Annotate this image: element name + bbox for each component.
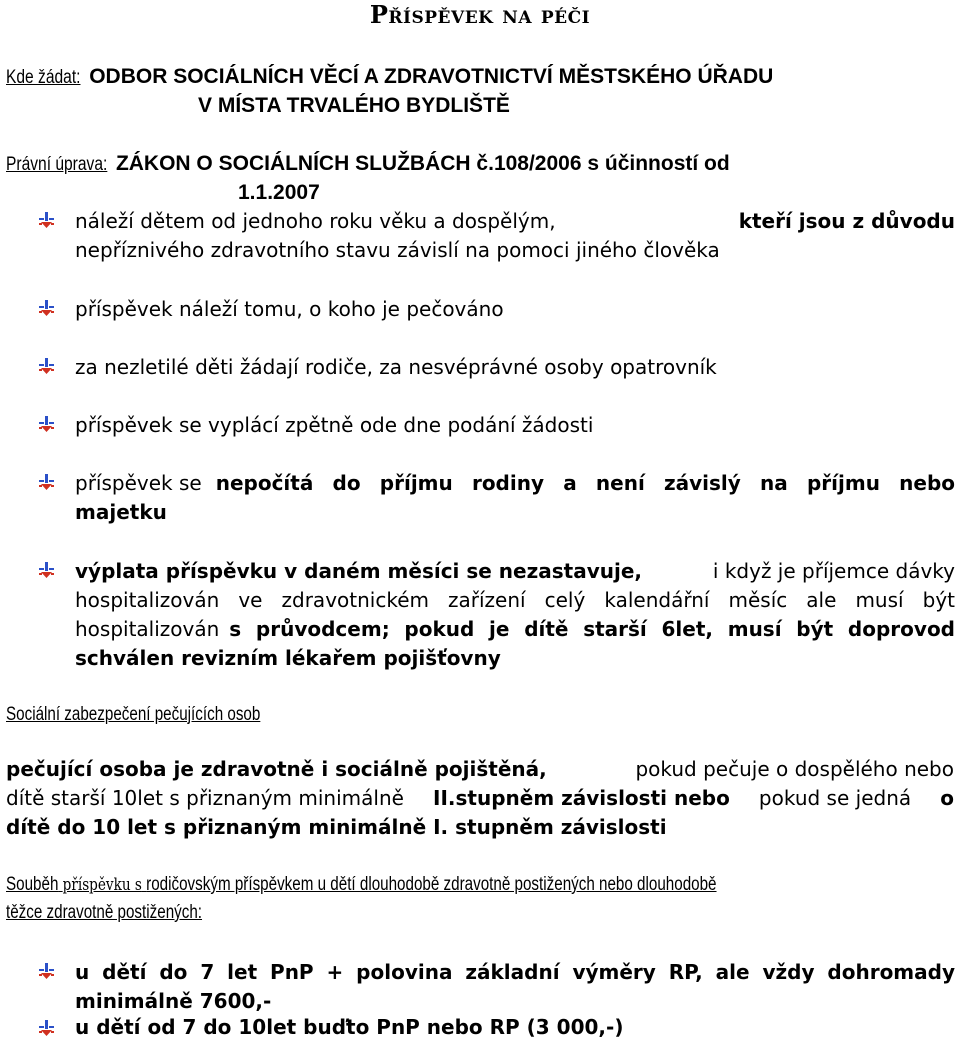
pravni-label: Právní úprava:	[6, 154, 108, 175]
kde-row	[6, 62, 773, 92]
bullet-arrow-icon	[38, 474, 56, 492]
kde-line1: ODBOR SOCIÁLNÍCH VĚCÍ A ZDRAVOTNICTVÍ MĚSTSKÉHO ÚŘADU	[89, 65, 774, 88]
bullet-5-text-b: nepočítá do příjmu rodiny a není závislý na příjmu nebo	[215, 471, 955, 495]
pravni-line1: ZÁKON O SOCIÁLNÍCH SLUŽBÁCH č.108/2006 s účinností od	[115, 152, 730, 175]
bullet-6-text-a: výplata příspěvku v daném měsíci se nezastavuje,	[75, 559, 643, 583]
soubeh-heading-line1: Souběh příspěvku s rodičovským příspěvkem u dětí dlouhodobě zdravotně postižených nebo dlouhodobě	[6, 874, 717, 895]
bullet-2: příspěvek náleží tomu, o koho je pečováno	[75, 297, 504, 321]
bullet-6-text-b: i když je příjemce dávky	[712, 559, 955, 583]
bullet-arrow-icon	[38, 963, 56, 981]
pravni-line2: 1.1.2007	[238, 181, 320, 204]
bullet-arrow-icon	[38, 212, 56, 230]
bullet-arrow-icon	[38, 358, 56, 376]
bullet-arrow-icon	[38, 300, 56, 318]
bullet-1-line2: nepříznivého zdravotního stavu závislí na pomoci jiného člověka	[75, 238, 720, 262]
soubeh-heading-line2: těžce zdravotně postižených:	[6, 902, 203, 923]
soubeh-bullet-2: u dětí od 7 do 10let buďto PnP nebo RP (3 000,-)	[75, 1015, 624, 1039]
bullet-3: za nezletilé děti žádají rodiče, za nesvéprávné osoby opatrovník	[75, 355, 717, 379]
bullet-5-line2: majetku	[75, 500, 167, 524]
social-heading: Sociální zabezpečení pečujících osob	[6, 704, 261, 725]
bullet-5-text-a: příspěvek se	[75, 471, 202, 495]
soubeh-bullet-1-line1: u dětí do 7 let PnP + polovina základní výměry RP, ale vždy dohromady	[75, 960, 955, 984]
bullet-arrow-icon	[38, 1020, 56, 1038]
bullet-6-line2: hospitalizován ve zdravotnickém zařízení celý kalendářní měsíc ale musí být	[75, 588, 955, 612]
bullet-1-text-b: kteří jsou z důvodu	[738, 209, 955, 233]
bullet-1-text-a: náleží dětem od jednoho roku věku a dospělým,	[75, 209, 556, 233]
social-line1: pečující osoba je zdravotně i sociálně pojištěná, pokud pečuje o dospělého nebo	[6, 757, 954, 781]
bullet-4: příspěvek se vyplácí zpětně ode dne podání žádosti	[75, 413, 594, 437]
kde-line2: V MÍSTA TRVALÉHO BYDLIŠTĚ	[198, 94, 510, 117]
bullet-6-line1	[75, 557, 955, 586]
kde-label: Kde žádat:	[6, 67, 81, 88]
bullet-arrow-icon	[38, 562, 56, 580]
social-line2: dítě starší 10let s přiznaným minimálně II.stupněm závislosti nebo pokud se jedná o	[6, 786, 954, 810]
bullet-6-line4: schválen revizním lékařem pojišťovny	[75, 646, 501, 670]
bullet-6-text-c: hospitalizován	[75, 617, 220, 641]
bullet-arrow-icon	[38, 416, 56, 434]
soubeh-bullet-1-line2: minimálně 7600,-	[75, 989, 272, 1013]
bullet-6-line3	[75, 615, 955, 644]
page-title: Příspěvek na péči	[369, 0, 591, 29]
pravni-row	[6, 149, 730, 179]
social-line3: dítě do 10 let s přiznaným minimálně I. stupněm závislosti	[6, 815, 667, 839]
bullet-6-text-d: s průvodcem; pokud je dítě starší 6let, musí být doprovod	[229, 617, 955, 641]
bullet-1-line1	[75, 207, 955, 236]
bullet-5-line1	[75, 469, 955, 498]
